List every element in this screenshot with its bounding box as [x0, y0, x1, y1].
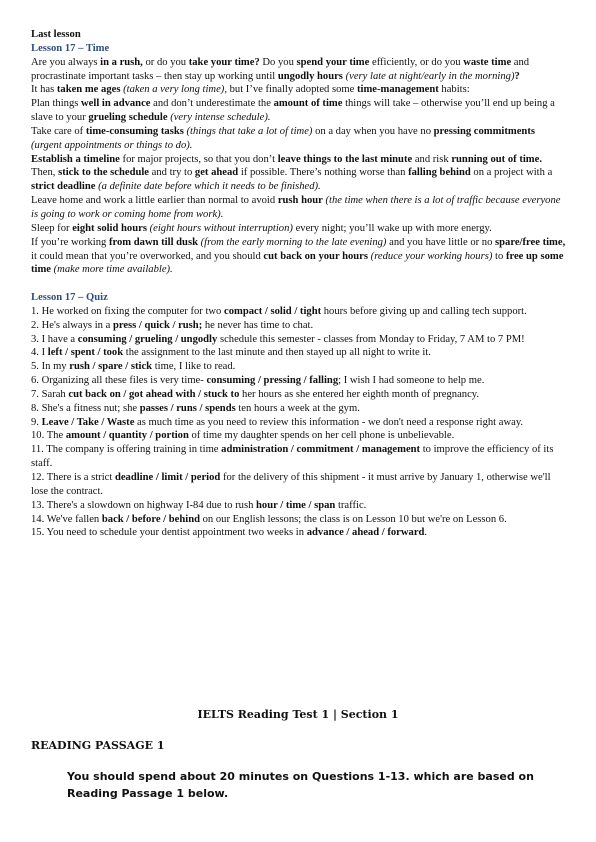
bold-term: time-consuming tasks	[85, 125, 184, 137]
text-run: .	[424, 527, 428, 539]
text-run: Leave home and work a little earlier than normal to avoid	[31, 195, 278, 207]
bold-term: take your time?	[188, 56, 260, 68]
text-run: 11. The company is offering training in time	[31, 444, 222, 456]
text-run: traffic.	[335, 499, 367, 511]
lesson-paragraph-8	[31, 236, 566, 278]
text-run: Sleep for	[31, 222, 73, 234]
bold-term: from dawn till dusk	[108, 236, 198, 248]
quiz-item	[31, 471, 566, 499]
text-run: on our English lessons; the class is on Lesson 10 but we're on Lesson 6.	[199, 513, 507, 525]
quiz-item	[31, 305, 566, 319]
quiz-item	[31, 513, 566, 527]
lesson-paragraph-2	[31, 83, 566, 97]
bold-term: amount / quantity / portion	[65, 430, 189, 442]
text-run: to improve the efficiency of its staff.	[31, 444, 554, 470]
bold-term: free up some time	[31, 250, 564, 276]
text-run: on a day when you have no	[312, 125, 434, 137]
reading-instruction: You should spend about 20 minutes on Questions 1-13. which are based on Reading Passage 1 below.	[67, 770, 534, 800]
text-run: to	[492, 250, 506, 262]
quiz-item	[31, 443, 566, 471]
text-run: as much time as you need to review this information - we don't need a response right away.	[134, 416, 524, 428]
quiz-item	[31, 319, 566, 333]
text-run: and don’t underestimate the	[150, 98, 274, 110]
bold-term: get ahead	[194, 167, 239, 179]
italic-definition: (make more time available).	[53, 264, 173, 276]
text-run: 4. I	[31, 347, 48, 359]
text-run: Do you	[259, 56, 297, 68]
bold-term: press / quick / rush;	[112, 319, 203, 331]
quiz-item	[31, 402, 566, 416]
text-run: he never has time to chat.	[202, 319, 314, 331]
text-run: 5. In my	[31, 361, 70, 373]
italic-definition: (urgent appointments or things to do).	[31, 139, 193, 151]
text-run: Plan things	[31, 98, 82, 110]
text-run: on a project with a	[470, 167, 553, 179]
bold-term: passes / runs / spends	[139, 402, 236, 414]
quiz-item	[31, 333, 566, 347]
bold-term: running out of time.	[451, 153, 542, 165]
text-run: for major projects, so that you don’t	[119, 153, 278, 165]
text-run: if possible. There’s nothing worse than	[238, 167, 409, 179]
text-run: and procrastinate important tasks – then stay up working until	[31, 56, 530, 82]
text-run: and risk	[412, 153, 452, 165]
bold-term: well in advance	[81, 98, 151, 110]
bold-term: spend your time	[296, 56, 370, 68]
bold-term: consuming / grueling / ungodly	[77, 333, 218, 345]
text-run: and you have little or no	[386, 236, 496, 248]
italic-definition: (very late at night/early in the morning)	[345, 70, 515, 82]
quiz-item	[31, 388, 566, 402]
lesson-paragraph-5	[31, 153, 566, 195]
text-run: Then,	[31, 167, 59, 179]
text-run: , but I’ve finally adopted some	[224, 84, 357, 96]
bold-term: spare/free time,	[495, 236, 566, 248]
text-run: and try to	[149, 167, 195, 179]
bold-term: hour / time / span	[256, 499, 336, 511]
quiz-item	[31, 416, 566, 430]
bold-term: cut back on / got ahead with / stuck to	[68, 388, 240, 400]
text-run: 10. The	[31, 430, 66, 442]
text-run: every night; you’ll wake up with more energy.	[292, 222, 492, 234]
bold-term: rush / spare / stick	[69, 361, 153, 373]
text-run: habits:	[438, 84, 470, 96]
document-body	[31, 28, 566, 540]
bold-term: stick to the schedule	[58, 167, 150, 179]
lesson-paragraph-3	[31, 97, 566, 125]
bold-term: in a rush,	[100, 56, 143, 68]
bold-term: administration / commitment / management	[221, 444, 421, 456]
bold-term: ungodly hours	[277, 70, 343, 82]
text-run: or do you	[142, 56, 189, 68]
text-run: of time my daughter spends on her cell phone is unbelievable.	[188, 430, 455, 442]
bold-term: time-management	[357, 84, 439, 96]
bold-term: Leave / Take / Waste	[41, 416, 135, 428]
italic-definition: (the time when there is a lot of traffic because everyone is going to work or coming home from work).	[31, 195, 561, 220]
text-run: 7. Sarah	[31, 388, 69, 400]
text-run: 15. You need to schedule your dentist appointment two weeks in	[31, 527, 307, 539]
bold-term: ?	[514, 70, 520, 82]
text-run: ; I wish I had someone to help me.	[338, 375, 485, 387]
bold-term: advance / ahead / forward	[306, 527, 425, 539]
bold-term: amount of time	[273, 98, 343, 110]
bold-term: eight solid hours	[72, 222, 147, 234]
text-run: efficiently, or do you	[369, 56, 464, 68]
quiz-item	[31, 360, 566, 374]
text-run: 8. She's a fitness nut; she	[31, 402, 140, 414]
text-run: It has	[31, 84, 57, 96]
text-run: schedule this semester - classes from Monday to Friday, 7 AM to 7 PM!	[217, 333, 525, 345]
italic-definition: (taken a very long time)	[123, 84, 225, 96]
lesson-17-heading: Lesson 17 – Time	[31, 42, 110, 54]
lesson-paragraph-4	[31, 125, 566, 153]
last-lesson-heading: Last lesson	[31, 29, 81, 40]
quiz-item	[31, 429, 566, 443]
reading-passage-title: READING PASSAGE 1	[31, 739, 165, 752]
bold-term: deadline / limit / period	[114, 472, 221, 483]
text-run: Take care of	[31, 125, 86, 137]
text-run: 13. There's a slowdown on highway I-84 due to rush	[31, 499, 257, 511]
bold-term: Establish a timeline	[31, 153, 120, 165]
italic-definition: (a definite date before which it needs to be finished).	[98, 181, 321, 193]
quiz-item	[31, 526, 566, 540]
bold-term: cut back on your hours	[263, 250, 369, 262]
bold-term: left / spent / took	[47, 347, 124, 359]
text-run: for the delivery of this shipment - it must arrive by January 1, otherwise we'll lose the contract.	[31, 472, 551, 497]
text-run: 2. He's always in a	[31, 319, 113, 331]
text-run: the assignment to the last minute and then stayed up all night to write it.	[123, 347, 431, 359]
text-run: 6. Organizing all these files is very time-	[31, 375, 207, 387]
lesson-paragraph-6	[31, 194, 566, 222]
lesson-paragraph-7	[31, 222, 566, 236]
bold-term: back / before / behind	[101, 513, 200, 525]
quiz-heading: Lesson 17 – Quiz	[31, 292, 108, 304]
italic-definition: (reduce your working hours)	[370, 250, 493, 262]
quiz-item	[31, 346, 566, 360]
ielts-test-title: IELTS Reading Test 1 | Section 1	[197, 708, 399, 721]
bold-term: consuming / pressing / falling	[206, 375, 339, 387]
text-run: things will take – otherwise you’ll end up being a slave to your	[31, 98, 555, 124]
bold-term: leave things to the last minute	[277, 153, 413, 165]
text-run: 3. I have a	[31, 333, 78, 345]
bold-term: pressing commitments	[433, 125, 535, 137]
quiz-item	[31, 499, 566, 513]
text-run: If you’re working	[31, 236, 109, 248]
italic-definition: (from the early morning to the late evening)	[200, 236, 387, 248]
quiz-item	[31, 374, 566, 388]
text-run: hours before giving up and calling tech support.	[321, 305, 527, 317]
italic-definition: (very intense schedule).	[170, 112, 271, 124]
spacer	[31, 277, 566, 291]
bold-term: falling behind	[408, 167, 471, 179]
bold-term: grueling schedule	[88, 112, 168, 124]
bold-term: waste time	[463, 56, 512, 68]
bold-term: compact / solid / tight	[224, 305, 322, 317]
quiz-list	[31, 305, 566, 540]
bold-term: rush hour	[277, 195, 323, 207]
text-run: 1. He worked on fixing the computer for two	[31, 305, 224, 317]
lesson-paragraph-1	[31, 56, 566, 84]
text-run: her hours as she entered her eighth month of pregnancy.	[239, 388, 480, 400]
text-run: ten hours a week at the gym.	[235, 402, 360, 414]
bold-term: taken me ages	[56, 84, 121, 96]
italic-definition: (eight hours without interruption)	[149, 222, 293, 234]
bold-term: strict deadline	[31, 181, 96, 193]
text-run: 12. There is a strict	[31, 472, 115, 483]
text-run: 9.	[31, 416, 42, 428]
text-run: time, I like to read.	[152, 361, 236, 373]
text-run: 14. We've fallen	[31, 513, 102, 525]
text-run: it could mean that you’re overworked, and you should	[31, 250, 264, 262]
text-run: Are you always	[31, 56, 101, 68]
italic-definition: (things that take a lot of time)	[186, 125, 313, 137]
